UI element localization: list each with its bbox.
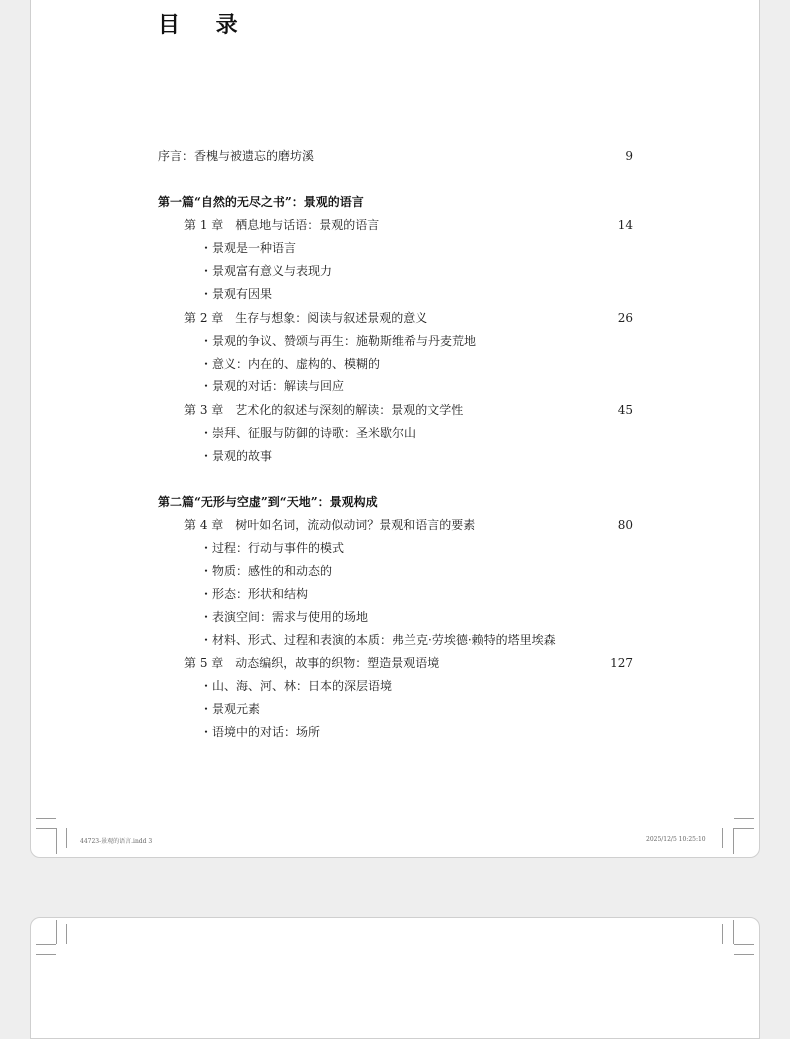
toc-section[interactable]: ・景观的故事 [200,449,273,463]
crop-mark [36,954,56,955]
crop-mark [734,828,754,829]
next-page-sheet [30,917,760,1039]
toc-part-title[interactable]: 第二篇“无形与空虚”到“天地”：景观构成 [158,495,378,509]
crop-mark [66,828,67,848]
toc-chapter[interactable]: 第 4 章 树叶如名词，流动似动词？景观和语言的要素 [184,518,476,532]
toc-section[interactable]: ・语境中的对话：场所 [200,725,321,739]
crop-mark [734,954,754,955]
toc-chapter[interactable]: 第 5 章 动态编织，故事的织物：塑造景观语境 [184,656,440,670]
crop-mark [722,924,723,944]
timestamp-slug: 2025/12/5 10:25:10 [646,836,706,843]
toc-page-number: 26 [617,311,633,325]
page-title: 目 录 [158,12,252,38]
toc-preface[interactable]: 序言：香槐与被遗忘的磨坊溪 [158,149,315,163]
toc-section[interactable]: ・意义：内在的、虚构的、模糊的 [200,357,381,371]
toc-chapter[interactable]: 第 3 章 艺术化的叙述与深刻的解读：景观的文学性 [184,403,464,417]
toc-page-number: 9 [625,149,633,163]
crop-mark [733,920,734,944]
toc-section[interactable]: ・景观的对话：解读与回应 [200,379,345,393]
crop-mark [722,828,723,848]
toc-page-number: 80 [617,518,633,532]
crop-mark [56,920,57,944]
toc-section[interactable]: ・景观有因果 [200,287,273,301]
toc-section[interactable]: ・过程：行动与事件的模式 [200,541,345,555]
toc-part-title[interactable]: 第一篇“自然的无尽之书”：景观的语言 [158,195,364,209]
crop-mark [733,828,734,854]
toc-page-number: 14 [617,218,633,232]
toc-section[interactable]: ・景观是一种语言 [200,241,297,255]
crop-mark [36,818,56,819]
toc-section[interactable]: ・景观的争议、赞颂与再生：施勒斯维希与丹麦荒地 [200,334,477,348]
crop-mark [734,944,754,945]
toc-chapter[interactable]: 第 1 章 栖息地与话语：景观的语言 [184,218,380,232]
crop-mark [66,924,67,944]
toc-page-number: 127 [610,656,633,670]
toc-page-number: 45 [617,403,633,417]
toc-section[interactable]: ・景观富有意义与表现力 [200,264,333,278]
crop-mark [36,828,56,829]
toc-section[interactable]: ・景观元素 [200,702,261,716]
crop-mark [36,944,56,945]
toc-chapter[interactable]: 第 2 章 生存与想象：阅读与叙述景观的意义 [184,311,428,325]
crop-mark [56,828,57,854]
toc-section[interactable]: ・崇拜、征服与防御的诗歌：圣米歇尔山 [200,426,417,440]
toc-section[interactable]: ・表演空间：需求与使用的场地 [200,610,369,624]
toc-section[interactable]: ・物质：感性的和动态的 [200,564,333,578]
file-slug: 44723-景观的语言.indd 3 [80,838,153,845]
toc-section[interactable]: ・材料、形式、过程和表演的本质：弗兰克·劳埃德·赖特的塔里埃森 [200,633,556,647]
toc-section[interactable]: ・形态：形状和结构 [200,587,309,601]
crop-mark [734,818,754,819]
toc-section[interactable]: ・山、海、河、林：日本的深层语境 [200,679,393,693]
